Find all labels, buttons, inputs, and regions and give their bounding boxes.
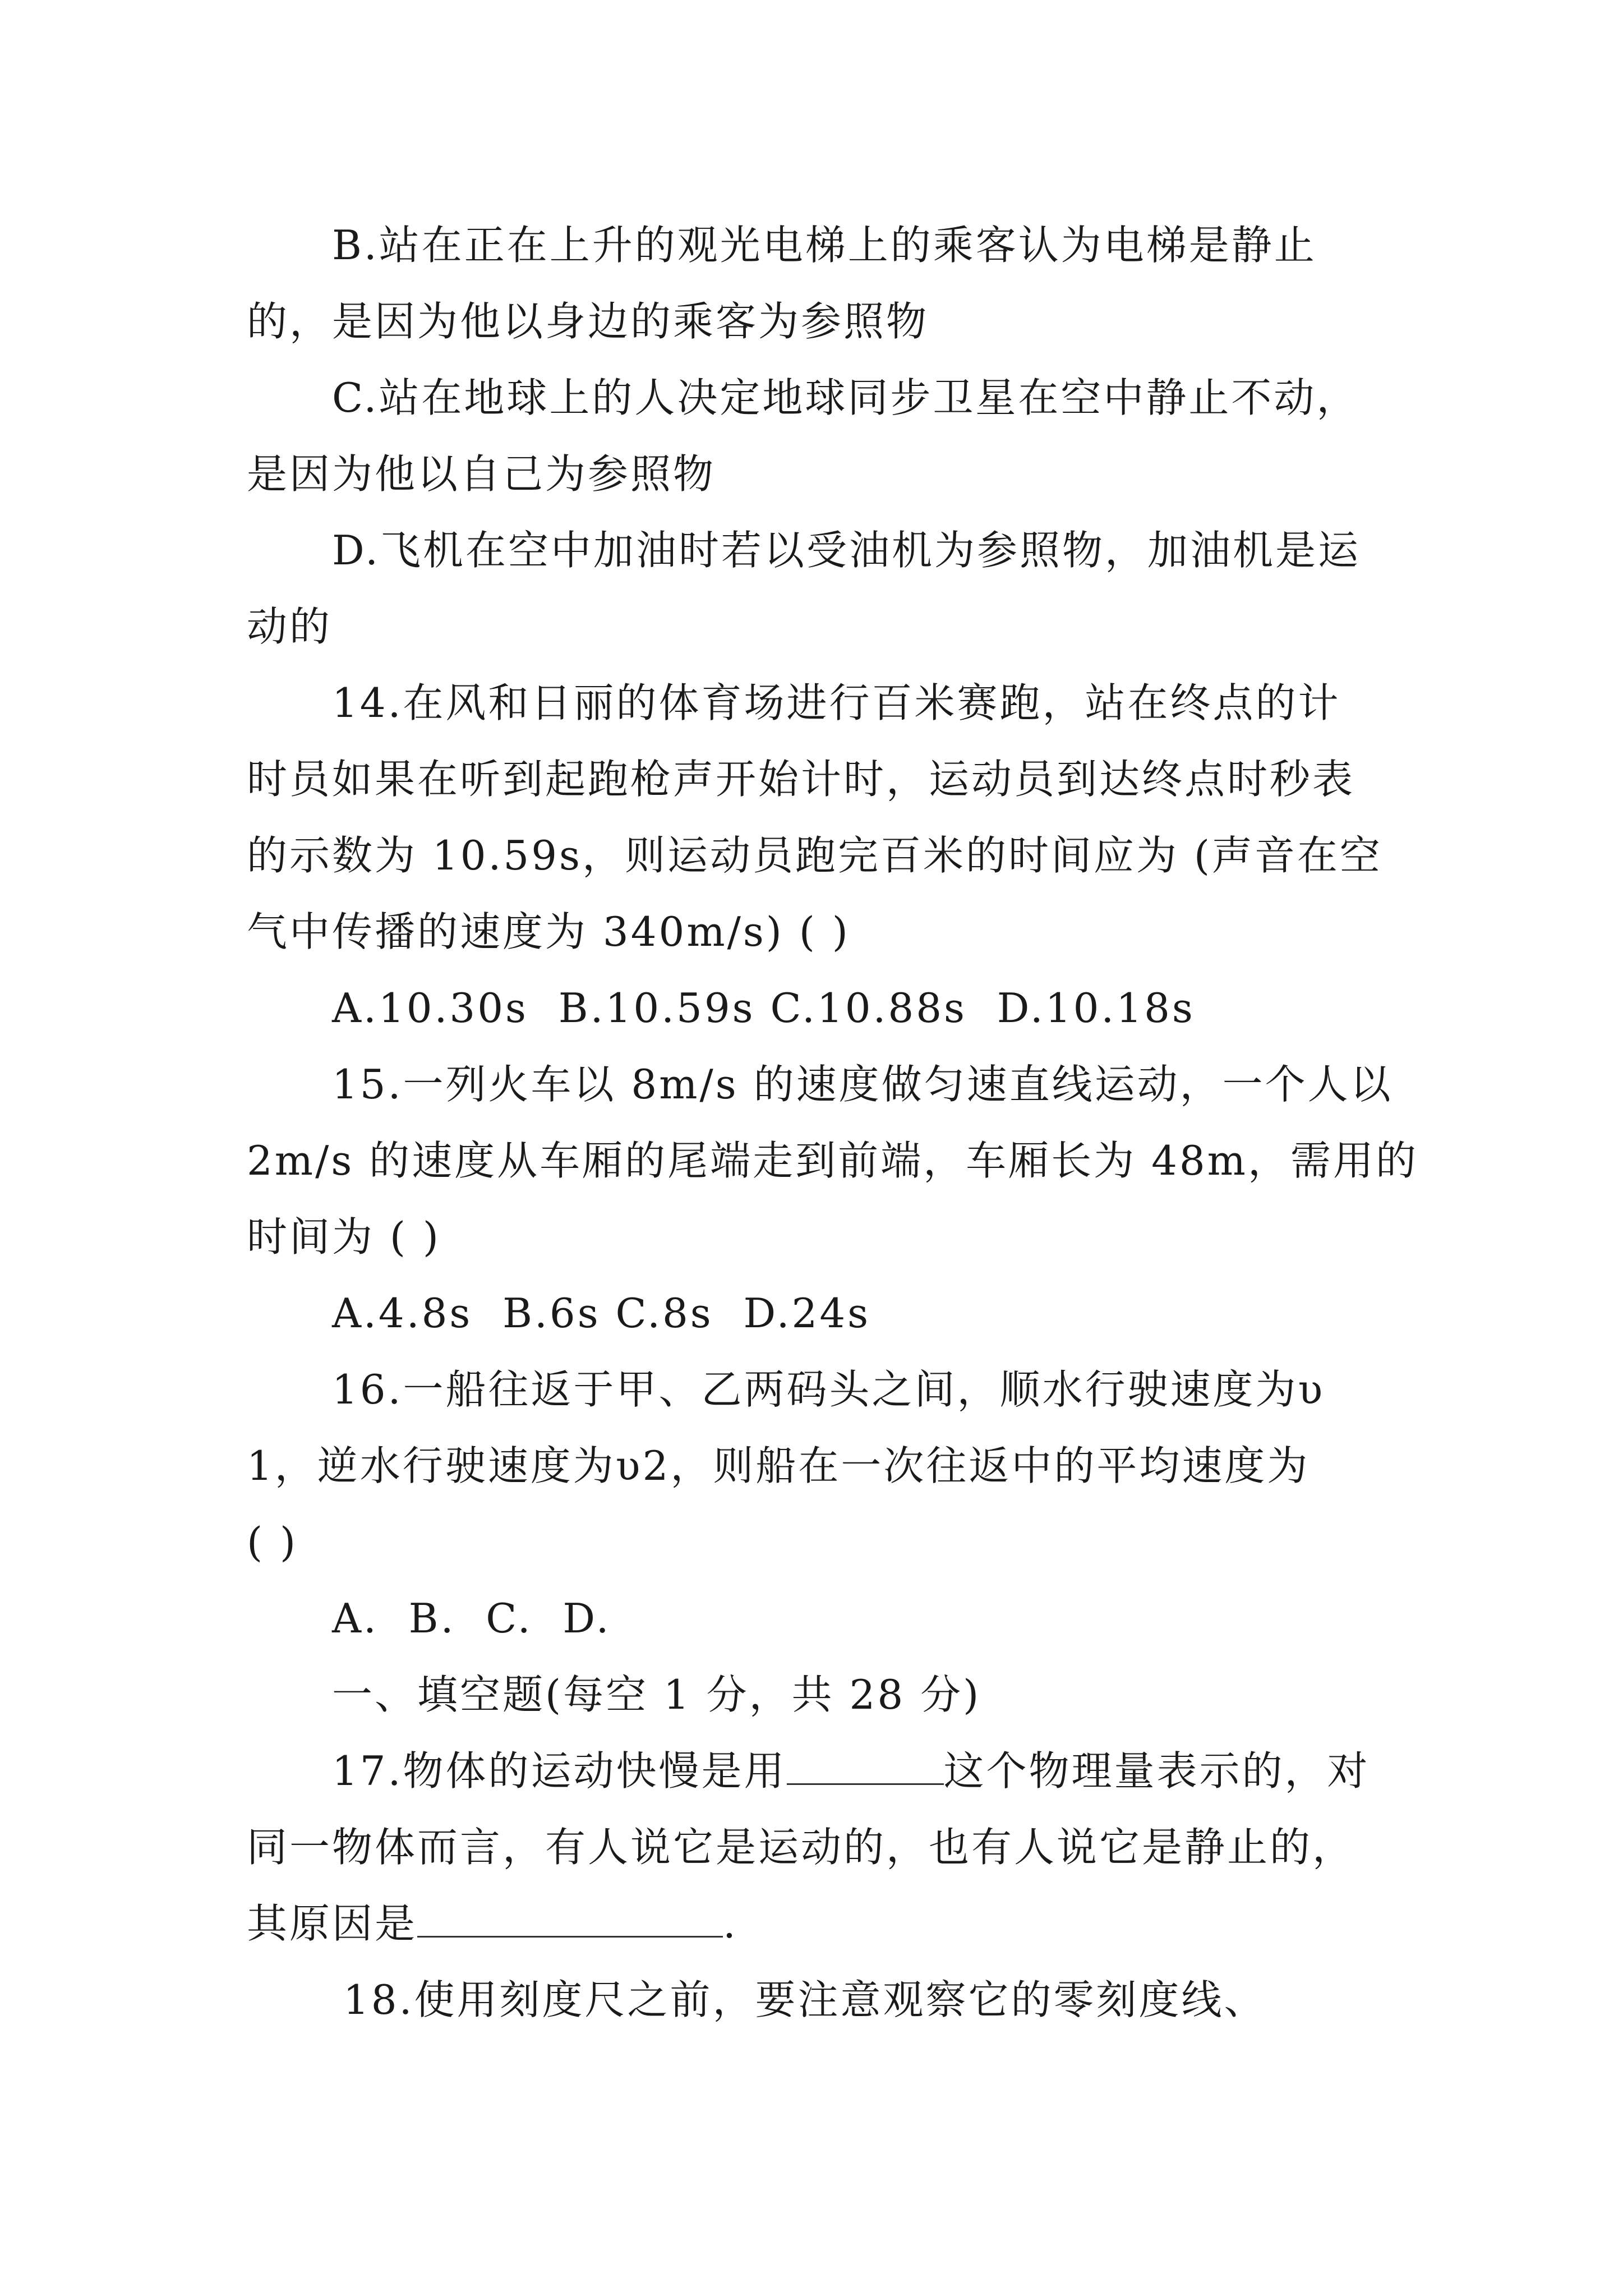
- question-15-options: A.4.8s B.6s C.8s D.24s: [332, 1290, 871, 1337]
- question-15-line-1: 15.一列火车以 8m/s 的速度做匀速直线运动，一个人以: [332, 1061, 1393, 1108]
- question-17-text-d: .: [723, 1900, 738, 1947]
- question-17-line-1: [332, 1746, 1370, 1796]
- q13-option-c-line-2: 是因为他以自己为参照物: [247, 450, 716, 498]
- question-14-line-3: 的示数为 10.59s，则运动员跑完百米的时间应为 (声音在空: [247, 832, 1382, 879]
- q13-option-c-line-1: C.站在地球上的人决定地球同步卫星在空中静止不动，: [332, 374, 1359, 421]
- q13-option-b-line-1: B.站在正在上升的观光电梯上的乘客认为电梯是静止: [332, 222, 1317, 269]
- section-title: 一、填空题(每空 1 分，共 28 分): [332, 1671, 981, 1718]
- question-17-line-2: 同一物体而言，有人说它是运动的，也有人说它是静止的，: [247, 1824, 1355, 1871]
- question-15-line-2: 2m/s 的速度从车厢的尾端走到前端，车厢长为 48m，需用的: [247, 1137, 1418, 1184]
- question-17-line-3: [247, 1898, 738, 1949]
- question-16-options: A. B. C. D.: [332, 1595, 611, 1642]
- question-16-line-3: ( ): [247, 1519, 298, 1566]
- question-17-text-a: 17.物体的运动快慢是用: [332, 1747, 787, 1795]
- question-17-text-b: 这个物理量表示的，对: [943, 1747, 1370, 1795]
- q13-option-d-line-2: 动的: [247, 603, 333, 650]
- q13-option-d-line-1: D.飞机在空中加油时若以受油机为参照物，加油机是运: [332, 527, 1361, 574]
- question-14-line-4: 气中传播的速度为 340m/s) ( ): [247, 908, 850, 955]
- q13-option-b-line-2: 的，是因为他以身边的乘客为参照物: [247, 298, 929, 345]
- question-14-line-2: 时员如果在听到起跑枪声开始计时，运动员到达终点时秒表: [247, 756, 1355, 803]
- question-18-line-1: 18.使用刻度尺之前，要注意观察它的零刻度线、: [343, 1976, 1267, 2023]
- question-14-options: A.10.30s B.10.59s C.10.88s D.10.18s: [332, 984, 1195, 1032]
- question-15-line-3: 时间为 ( ): [247, 1213, 441, 1260]
- question-14-line-1: 14.在风和日丽的体育场进行百米赛跑，站在终点的计: [332, 679, 1341, 726]
- question-17-text-c: 其原因是: [247, 1900, 418, 1947]
- answer-blank-1[interactable]: [787, 1749, 944, 1785]
- question-16-line-2: 1，逆水行驶速度为υ2，则船在一次往返中的平均速度为: [247, 1442, 1310, 1489]
- answer-blank-2[interactable]: [417, 1901, 723, 1938]
- question-16-line-1: 16.一船往返于甲、乙两码头之间，顺水行驶速度为υ: [332, 1366, 1325, 1413]
